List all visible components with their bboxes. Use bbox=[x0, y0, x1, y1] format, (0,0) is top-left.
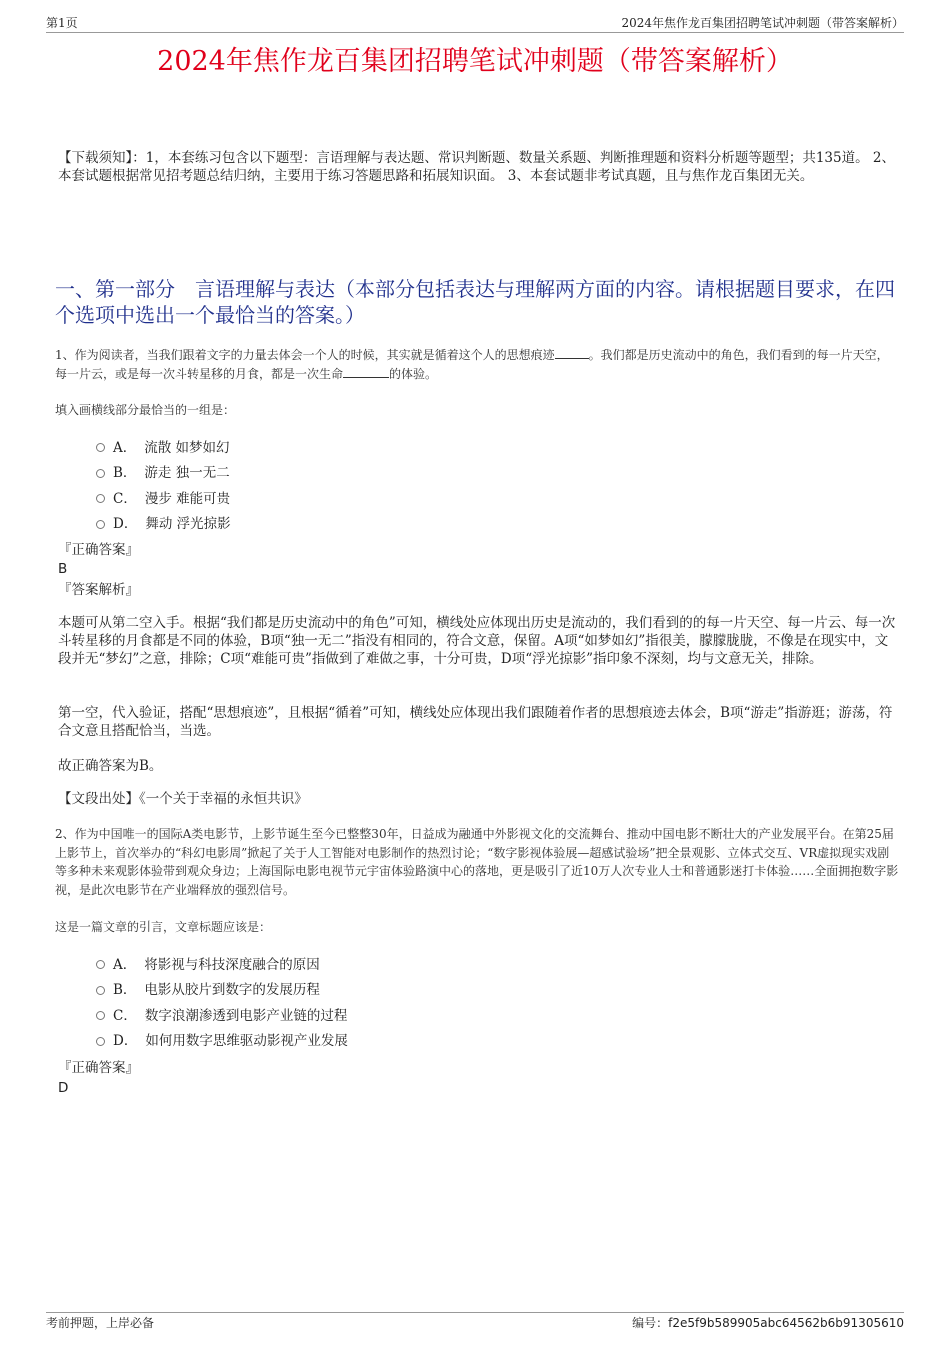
option-d[interactable]: D． 如何用数字思维驱动影视产业发展 bbox=[96, 1027, 348, 1053]
page-number: 第1页 bbox=[46, 16, 78, 30]
question-1-text: 1、作为阅读者，当我们跟着文字的力量去体会一个人的时候，其实就是循着这个人的思想痕迹 。我们都是历史流动中的角色，我们看到的每一片天空，每一片云，或是每一次斗转星移的月食，都是一次生命 的体验。 bbox=[55, 348, 889, 381]
correct-answer-label: 『正确答案』 bbox=[58, 1060, 139, 1076]
question-2-options bbox=[96, 950, 348, 1052]
option-d[interactable]: D． 舞动 浮光掠影 bbox=[96, 510, 231, 536]
radio-icon[interactable] bbox=[96, 469, 105, 478]
section-title: 一、第一部分 言语理解与表达（本部分包括表达与理解两方面的内容。请根据题目要求，在四个选项中选出一个最恰当的答案。） bbox=[55, 277, 895, 327]
radio-icon[interactable] bbox=[96, 1037, 105, 1046]
question-2-prompt: 这是一篇文章的引言，文章标题应该是： bbox=[55, 920, 272, 934]
option-b[interactable]: B． 游走 独一无二 bbox=[96, 459, 231, 485]
download-notice: 【下载须知】：1，本套练习包含以下题型：言语理解与表达题、常识判断题、数量关系题、判断推理题和资料分析题等题型；共135道。 2、本套试题根据常见招考题总结归纳，主要用于练习答题思路和拓展知识面。 3、本套试题非考试真题，且与焦作龙百集团无关。 bbox=[58, 150, 895, 184]
text-source: 【文段出处】《一个关于幸福的永恒共识》 bbox=[58, 791, 308, 807]
header-doc-title: 2024年焦作龙百集团招聘笔试冲刺题（带答案解析） bbox=[621, 16, 904, 30]
radio-icon[interactable] bbox=[96, 1011, 105, 1020]
radio-icon[interactable] bbox=[96, 960, 105, 969]
correct-answer: B bbox=[58, 561, 68, 577]
option-c[interactable]: C． 数字浪潮渗透到电影产业链的过程 bbox=[96, 1001, 348, 1027]
document-title: 2024年焦作龙百集团招聘笔试冲刺题（带答案解析） bbox=[157, 46, 793, 77]
radio-icon[interactable] bbox=[96, 986, 105, 995]
option-b[interactable]: B． 电影从胶片到数字的发展历程 bbox=[96, 976, 348, 1002]
option-c[interactable]: C． 漫步 难能可贵 bbox=[96, 484, 231, 510]
option-a[interactable]: A． 流散 如梦如幻 bbox=[96, 433, 231, 459]
question-1-prompt: 填入画横线部分最恰当的一组是： bbox=[55, 403, 236, 417]
fill-blank-1 bbox=[555, 347, 589, 359]
analysis-label: 『答案解析』 bbox=[58, 582, 139, 598]
correct-answer: D bbox=[58, 1080, 69, 1096]
page-footer bbox=[46, 1312, 904, 1330]
correct-answer-label: 『正确答案』 bbox=[58, 542, 139, 558]
footer-slogan: 考前押题，上岸必备 bbox=[46, 1316, 155, 1330]
analysis-paragraph: 本题可从第二空入手。根据“我们都是历史流动中的角色”可知，横线处应体现出历史是流动的，我们看到的的每一片天空、每一片云、每一次斗转星移的月食都是不同的体验，B项“独一无二”指没有相同的，符合文意，保留。A项“如梦如幻”指很美，朦朦胧胧，不像是在现实中，文段并无“梦幻”之意，排除；C项“难能可贵”指做到了难做之事，十分可贵，D项“浮光掠影”指印象不深刻，均与文意无关，排除。 bbox=[58, 615, 896, 667]
radio-icon[interactable] bbox=[96, 520, 105, 529]
page-header bbox=[46, 16, 904, 33]
fill-blank-2 bbox=[343, 366, 389, 378]
document-code: 编号：f2e5f9b589905abc64562b6b91305610 bbox=[632, 1316, 904, 1330]
radio-icon[interactable] bbox=[96, 443, 105, 452]
question-2-text: 2、作为中国唯一的国际A类电影节，上影节诞生至今已整整30年，日益成为融通中外影视文化的交流舞台、推动中国电影不断壮大的产业发展平台。在第25届上影节上，首次举办的“科幻电影周”掀起了关于人工智能对电影制作的热烈讨论；“数字影视体验展—超感试验场”把全景观影、立体式交互、VR虚拟现实戏剧等多种未来观影体验带到观众身边；上海国际电影电视节元宇宙体验路演中心的落地，更是吸引了近10万人次专业人士和普通影迷打卡体验……全面拥抱数字影视，是此次电影节在产业端释放的强烈信号。 bbox=[55, 827, 899, 897]
question-1-options bbox=[96, 433, 231, 535]
radio-icon[interactable] bbox=[96, 494, 105, 503]
analysis-conclusion: 故正确答案为B。 bbox=[58, 758, 163, 774]
analysis-paragraph: 第一空，代入验证，搭配“思想痕迹”，且根据“循着”可知，横线处应体现出我们跟随着作者的思想痕迹去体会，B项“游走”指游逛；游荡，符合文意且搭配恰当，当选。 bbox=[58, 705, 893, 739]
option-a[interactable]: A． 将影视与科技深度融合的原因 bbox=[96, 950, 348, 976]
